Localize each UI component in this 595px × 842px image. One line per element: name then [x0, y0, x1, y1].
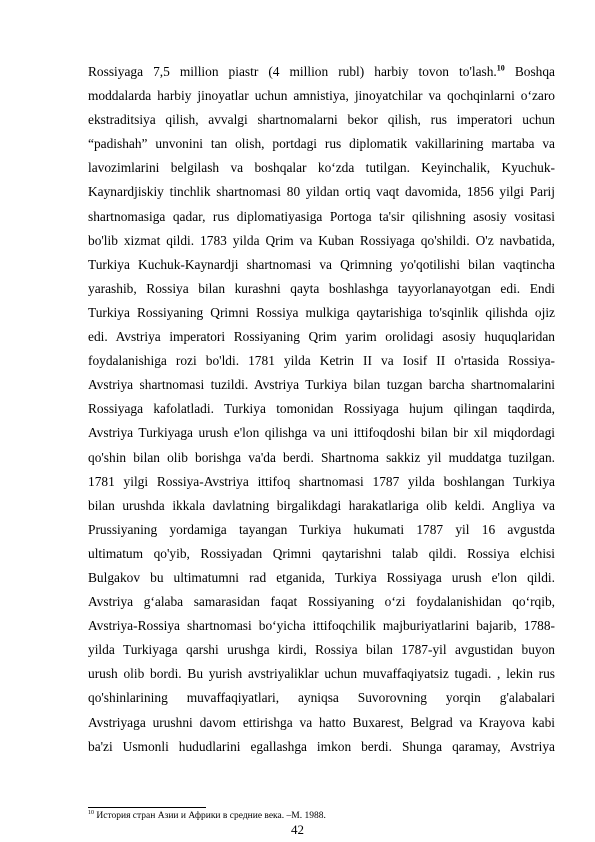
text-line: Turkiya Kuchuk-Kaynardji shartnomasi va Qrimning yo'qotilishi bilan vaqtincha — [88, 256, 555, 272]
text-line: qo'shinlarining muvaffaqiyatlari, ayniqsa Suvorovning yorqin g'alabalari — [88, 690, 555, 706]
footnote-text: История стран Азии и Африки в средние века. –М. 1988. — [96, 811, 326, 822]
text-line-1: Rossiyaga 7,5 million piastr (4 million rubl) harbiy tovon to'lash.$^{10}$ Boshqa — [88, 63, 555, 79]
text-line: bilan urushda ikkala davlatning birgalikdagi harakatlariga olib keldi. Angliya va — [88, 497, 555, 513]
text-line: lavozimlarini belgilash va boshqalar ko‘zda tutilgan. Keyinchalik, Kyuchuk- — [88, 160, 555, 176]
footnote-number: 10 — [88, 810, 94, 816]
text-line: urush olib bordi. Bu yurish avstriyaliklar uchun muvaffaqiyatsiz tugadi. , lekin rus — [88, 666, 555, 682]
footnote — [88, 810, 326, 821]
text-line: foydalanishiga rozi bo'ldi. 1781 yilda Ketrin II va Iosif II o'rtasida Rossiya- — [88, 353, 555, 369]
text-line: Avstriya g‘alaba samarasidan faqat Rossiyaning o‘zi foydalanishidan qo‘rqib, — [88, 594, 555, 610]
footnote-separator — [88, 807, 206, 808]
text-line: “padishah” unvonini tan olish, portdagi rus diplomatik vakillarining martaba va — [88, 136, 555, 152]
text-line: yilda Turkiyaga qarshi urushga kirdi, Rossiya bilan 1787-yil avgustidan buyon — [88, 642, 555, 658]
body-text — [88, 60, 555, 759]
text-line: Rossiyaga kafolatladi. Turkiya tomonidan Rossiyaga hujum qilingan taqdirda, — [88, 401, 555, 417]
text-line: Prussiyaning yordamiga tayangan Turkiya hukumati 1787 yil 16 avgustda — [88, 521, 555, 537]
text-line: Avstriya shartnomasi tuzildi. Avstriya Turkiya bilan tuzgan barcha shartnomalarini — [88, 377, 555, 393]
text-line: moddalarda harbiy jinoyatlar uchun amnistiya, jinoyatchilar va qochqinlarni o‘zaro — [88, 88, 555, 104]
text-line: bo'lib xizmat qildi. 1783 yilda Qrim va Kuban Rossiyaga qo'shildi. O'z navbatida, — [88, 232, 555, 248]
text-line: ultimatum qo'yib, Rossiyadan Qrimni qaytarishni talab qildi. Rossiya elchisi — [88, 545, 555, 561]
text-line: ba'zi Usmonli hududlarini egallashga imkon berdi. Shunga qaramay, Avstriya — [88, 738, 555, 754]
text-line: edi. Avstriya imperatori Rossiyaning Qrim yarim orolidagi asosiy huquqlaridan — [88, 329, 555, 345]
text-line: shartnomasiga qadar, rus diplomatiyasiga Portoga ta'sir qilishning asosiy vositasi — [88, 208, 555, 224]
text-line: yarashib, Rossiya bilan kurashni qayta boshlashga tayyorlanayotgan edi. Endi — [88, 280, 555, 296]
footnote-reference[interactable]: 10 — [496, 63, 505, 73]
text-line: Bulgakov bu ultimatumni rad etganida, Turkiya Rossiyaga urush e'lon qildi. — [88, 569, 555, 585]
text-line: Avstriya-Rossiya shartnomasi bo‘yicha ittifoqchilik majburiyatlarini bajarib, 1788- — [88, 618, 555, 634]
text-line: qo'shin bilan olib borishga va'da berdi. Shartnoma sakkiz yil muddatga tuzilgan. — [88, 449, 555, 465]
page-number: 42 — [291, 822, 304, 837]
text-line: ekstraditsiya qilish, avvalgi shartnomalarni bekor qilish, rus imperatori uchun — [88, 112, 555, 128]
text-line: Kaynardjiskiy tinchlik shartnomasi 80 yildan ortiq vaqt davomida, 1856 yilgi Parij — [88, 184, 555, 200]
text-line: Avstriya Turkiyaga urush e'lon qilishga va uni ittifoqdoshi bilan bir xil miqdordagi — [88, 425, 555, 441]
text-line: 1781 yilgi Rossiya-Avstriya ittifoq shartnomasi 1787 yilda boshlangan Turkiya — [88, 473, 555, 489]
text-line: Turkiya Rossiyaning Qrimni Rossiya mulkiga qaytarishiga to'sqinlik qilishda ojiz — [88, 304, 555, 320]
text-line: Avstriyaga urushni davom ettirishga va hatto Buxarest, Belgrad va Krayova kabi — [88, 714, 555, 730]
